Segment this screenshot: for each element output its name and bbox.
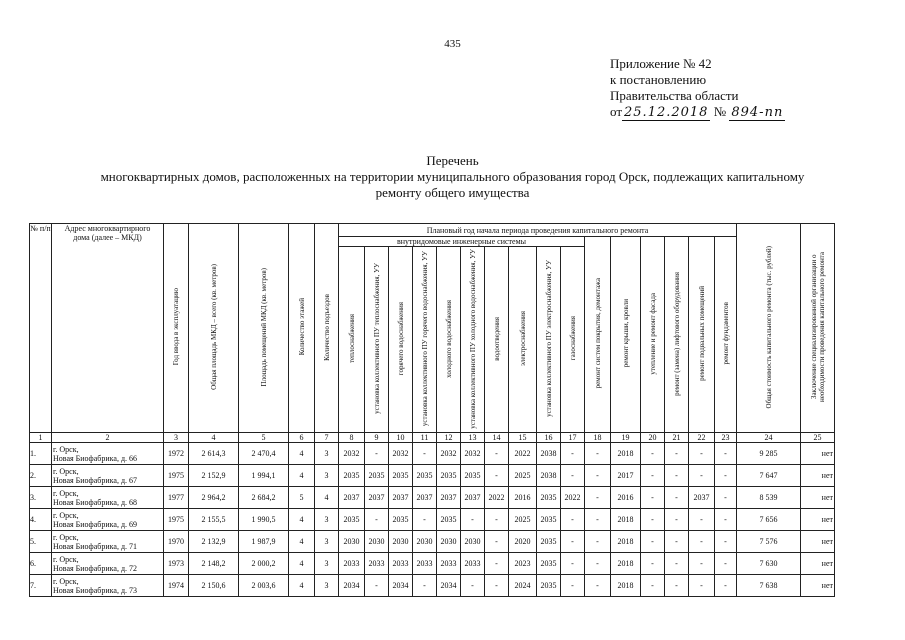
address-street: Новая Биофабрика, д. 66 xyxy=(53,453,138,463)
cell-c9: - xyxy=(365,443,389,465)
cell-c14: - xyxy=(485,553,509,575)
cell-c16: 2038 xyxy=(537,465,561,487)
header-foundation: ремонт фундаментов xyxy=(715,237,737,433)
cell-num: 2. xyxy=(30,465,52,487)
header-cost: Общая стоимость капитального ремонта (тыс. рублей) xyxy=(737,224,801,433)
cell-concl: нет xyxy=(801,575,835,597)
number-prefix: № xyxy=(713,104,727,119)
cell-floors: 4 xyxy=(289,575,315,597)
cell-num: 7. xyxy=(30,575,52,597)
cell-c23: - xyxy=(715,575,737,597)
cell-c9: 2033 xyxy=(365,553,389,575)
cell-year: 1977 xyxy=(164,487,189,509)
cell-concl: нет xyxy=(801,553,835,575)
document-heading xyxy=(0,153,905,201)
address-street: Новая Биофабрика, д. 72 xyxy=(53,563,138,573)
column-numbers-row xyxy=(30,433,835,443)
cell-floors: 4 xyxy=(289,465,315,487)
cell-entr: 4 xyxy=(315,487,339,509)
appendix-line-3: Правительства области xyxy=(610,88,739,103)
col-number: 10 xyxy=(389,433,413,443)
cell-year: 1970 xyxy=(164,531,189,553)
address-street: Новая Биофабрика, д. 69 xyxy=(53,519,138,529)
cell-cost: 7 630 xyxy=(737,553,801,575)
cell-entr: 3 xyxy=(315,443,339,465)
cell-c21: - xyxy=(665,575,689,597)
cell-c17: - xyxy=(561,531,585,553)
header-gas: газоснабжения xyxy=(561,247,585,433)
cell-c14: - xyxy=(485,509,509,531)
cell-num: 4. xyxy=(30,509,52,531)
cell-year: 1972 xyxy=(164,443,189,465)
cell-c10: 2035 xyxy=(389,465,413,487)
header-electric-meter: установка коллективного ПУ электроснабжения, УУ xyxy=(537,247,561,433)
cell-c18: - xyxy=(585,443,611,465)
header-floors: Количество этажей xyxy=(289,224,315,433)
cell-floors: 4 xyxy=(289,509,315,531)
header-subgroup-title: внутридомовые инженерные системы xyxy=(339,237,585,247)
cell-num: 1. xyxy=(30,443,52,465)
cell-address xyxy=(52,509,164,531)
cell-c20: - xyxy=(641,465,665,487)
cell-total: 2 150,6 xyxy=(189,575,239,597)
address-city: г. Орск, xyxy=(53,488,79,498)
cell-total: 2 152,9 xyxy=(189,465,239,487)
cell-c19: 2018 xyxy=(611,575,641,597)
cell-concl: нет xyxy=(801,443,835,465)
cell-c13: - xyxy=(461,509,485,531)
cell-c22: - xyxy=(689,443,715,465)
address-street: Новая Биофабрика, д. 73 xyxy=(53,585,138,595)
cell-c15: 2025 xyxy=(509,509,537,531)
cell-premises: 2 000,2 xyxy=(239,553,289,575)
cell-c23: - xyxy=(715,443,737,465)
header-drainage: водоотведения xyxy=(485,247,509,433)
cell-c18: - xyxy=(585,487,611,509)
cell-year: 1974 xyxy=(164,575,189,597)
cell-c14: 2022 xyxy=(485,487,509,509)
cell-c8: 2037 xyxy=(339,487,365,509)
col-number: 5 xyxy=(239,433,289,443)
page-number: 435 xyxy=(444,38,461,50)
cell-c16: 2035 xyxy=(537,531,561,553)
col-number: 25 xyxy=(801,433,835,443)
cell-c23: - xyxy=(715,465,737,487)
cell-address xyxy=(52,553,164,575)
table-row xyxy=(30,553,835,575)
cell-entr: 3 xyxy=(315,531,339,553)
col-number: 3 xyxy=(164,433,189,443)
header-cold-water-meter: установка коллективного ПУ холодного водоснабжения, УУ xyxy=(461,247,485,433)
header-total-area: Общая площадь МКД – всего (кв. метров) xyxy=(189,224,239,433)
cell-c17: - xyxy=(561,443,585,465)
cell-c16: 2035 xyxy=(537,553,561,575)
header-heat-meter: установка коллективного ПУ теплоснабжения, УУ xyxy=(365,247,389,433)
cell-address xyxy=(52,575,164,597)
cell-c11: 2037 xyxy=(413,487,437,509)
cell-c21: - xyxy=(665,487,689,509)
address-city: г. Орск, xyxy=(53,444,79,454)
cell-c15: 2020 xyxy=(509,531,537,553)
cell-total: 2 614,3 xyxy=(189,443,239,465)
table-body xyxy=(30,443,835,597)
cell-year: 1973 xyxy=(164,553,189,575)
cell-num: 3. xyxy=(30,487,52,509)
header-address: Адрес многоквартирного дома (далее – МКД) xyxy=(52,224,164,433)
table-row xyxy=(30,531,835,553)
cell-entr: 3 xyxy=(315,465,339,487)
col-number: 20 xyxy=(641,433,665,443)
cell-c16: 2035 xyxy=(537,487,561,509)
appendix-date-line xyxy=(610,104,785,121)
heading-line-3: ремонту общего имущества xyxy=(375,185,530,200)
cell-premises: 2 684,2 xyxy=(239,487,289,509)
cell-c14: - xyxy=(485,465,509,487)
cell-c9: 2030 xyxy=(365,531,389,553)
cell-c22: - xyxy=(689,531,715,553)
cell-premises: 1 994,1 xyxy=(239,465,289,487)
cell-address xyxy=(52,531,164,553)
cell-c20: - xyxy=(641,443,665,465)
cell-floors: 5 xyxy=(289,487,315,509)
cell-c11: 2035 xyxy=(413,465,437,487)
cell-c13: - xyxy=(461,575,485,597)
cell-c22: - xyxy=(689,575,715,597)
cell-c18: - xyxy=(585,575,611,597)
cell-c19: 2017 xyxy=(611,465,641,487)
cell-c12: 2030 xyxy=(437,531,461,553)
col-number: 6 xyxy=(289,433,315,443)
col-number: 23 xyxy=(715,433,737,443)
cell-c14: - xyxy=(485,531,509,553)
cell-c22: - xyxy=(689,553,715,575)
cell-total: 2 964,2 xyxy=(189,487,239,509)
cell-total: 2 132,9 xyxy=(189,531,239,553)
header-conclusion: Заключение специализированной организации о необходимости проведения капитального ремонта xyxy=(801,224,835,433)
cell-num: 6. xyxy=(30,553,52,575)
cell-c8: 2034 xyxy=(339,575,365,597)
cell-entr: 3 xyxy=(315,553,339,575)
cell-cost: 8 539 xyxy=(737,487,801,509)
cell-c22: - xyxy=(689,509,715,531)
cell-premises: 2 003,6 xyxy=(239,575,289,597)
cell-c15: 2022 xyxy=(509,443,537,465)
cell-num: 5. xyxy=(30,531,52,553)
cell-c14: - xyxy=(485,443,509,465)
table-row xyxy=(30,487,835,509)
header-lift: ремонт (замена) лифтового оборудования xyxy=(665,237,689,433)
header-roof: ремонт крыши, кровли xyxy=(611,237,641,433)
header-heat: теплоснабжения xyxy=(339,247,365,433)
header-num: № п/п xyxy=(30,224,52,433)
cell-c17: - xyxy=(561,553,585,575)
cell-c19: 2018 xyxy=(611,553,641,575)
header-facade: утепление и ремонт фасада xyxy=(641,237,665,433)
cell-c21: - xyxy=(665,509,689,531)
cell-c16: 2038 xyxy=(537,443,561,465)
address-street: Новая Биофабрика, д. 67 xyxy=(53,475,138,485)
header-group-title: Плановый год начала периода проведения капитального ремонта xyxy=(339,224,737,237)
col-number: 7 xyxy=(315,433,339,443)
cell-cost: 7 647 xyxy=(737,465,801,487)
address-city: г. Орск, xyxy=(53,466,79,476)
col-number: 15 xyxy=(509,433,537,443)
cell-c18: - xyxy=(585,465,611,487)
cell-c11: - xyxy=(413,575,437,597)
cell-floors: 4 xyxy=(289,553,315,575)
header-roof-system: ремонт систем покрытия, демонтажа xyxy=(585,237,611,433)
address-city: г. Орск, xyxy=(53,510,79,520)
cell-c10: 2034 xyxy=(389,575,413,597)
appendix-line-1: Приложение № 42 xyxy=(610,56,712,71)
cell-c9: - xyxy=(365,509,389,531)
cell-c17: - xyxy=(561,465,585,487)
cell-c11: 2030 xyxy=(413,531,437,553)
cell-concl: нет xyxy=(801,509,835,531)
cell-c21: - xyxy=(665,443,689,465)
cell-c13: 2030 xyxy=(461,531,485,553)
col-number: 12 xyxy=(437,433,461,443)
cell-c10: 2033 xyxy=(389,553,413,575)
address-city: г. Орск, xyxy=(53,576,79,586)
address-city: г. Орск, xyxy=(53,554,79,564)
cell-year: 1975 xyxy=(164,509,189,531)
cell-c18: - xyxy=(585,553,611,575)
cell-address xyxy=(52,443,164,465)
handwritten-number: 894-пп xyxy=(731,105,784,120)
cell-floors: 4 xyxy=(289,443,315,465)
cell-c19: 2016 xyxy=(611,487,641,509)
cell-c21: - xyxy=(665,465,689,487)
header-hot-water-meter: установка коллективного ПУ горячего водоснабжения, УУ xyxy=(413,247,437,433)
col-number: 22 xyxy=(689,433,715,443)
col-number: 14 xyxy=(485,433,509,443)
table-row xyxy=(30,575,835,597)
cell-c19: 2018 xyxy=(611,531,641,553)
cell-floors: 4 xyxy=(289,531,315,553)
header-electric: электроснабжения xyxy=(509,247,537,433)
cell-c16: 2035 xyxy=(537,575,561,597)
address-street: Новая Биофабрика, д. 71 xyxy=(53,541,138,551)
cell-c22: 2037 xyxy=(689,487,715,509)
cell-c12: 2035 xyxy=(437,465,461,487)
cell-c10: 2032 xyxy=(389,443,413,465)
cell-c19: 2018 xyxy=(611,443,641,465)
cell-c16: 2035 xyxy=(537,509,561,531)
cell-c12: 2034 xyxy=(437,575,461,597)
col-number: 18 xyxy=(585,433,611,443)
header-entrances: Количество подъездов xyxy=(315,224,339,433)
col-number: 11 xyxy=(413,433,437,443)
cell-c12: 2032 xyxy=(437,443,461,465)
address-city: г. Орск, xyxy=(53,532,79,542)
cell-c13: 2033 xyxy=(461,553,485,575)
cell-c17: - xyxy=(561,509,585,531)
col-number: 2 xyxy=(52,433,164,443)
col-number: 19 xyxy=(611,433,641,443)
cell-address xyxy=(52,487,164,509)
table-row xyxy=(30,465,835,487)
cell-c8: 2030 xyxy=(339,531,365,553)
cell-c15: 2016 xyxy=(509,487,537,509)
cell-c13: 2032 xyxy=(461,443,485,465)
header-basement: ремонт подвальных помещений xyxy=(689,237,715,433)
appendix-block xyxy=(610,56,785,121)
cell-c11: - xyxy=(413,443,437,465)
cell-c10: 2037 xyxy=(389,487,413,509)
cell-cost: 7 576 xyxy=(737,531,801,553)
cell-concl: нет xyxy=(801,465,835,487)
col-number: 17 xyxy=(561,433,585,443)
cell-c20: - xyxy=(641,553,665,575)
date-prefix: от xyxy=(610,104,623,119)
cell-c11: - xyxy=(413,509,437,531)
handwritten-date: 25.12.2018 xyxy=(624,105,709,120)
col-number: 21 xyxy=(665,433,689,443)
cell-c22: - xyxy=(689,465,715,487)
header-hot-water: горячего водоснабжения xyxy=(389,247,413,433)
cell-c15: 2023 xyxy=(509,553,537,575)
table-row xyxy=(30,509,835,531)
cell-c12: 2035 xyxy=(437,509,461,531)
cell-c9: - xyxy=(365,575,389,597)
cell-c17: 2022 xyxy=(561,487,585,509)
col-number: 9 xyxy=(365,433,389,443)
heading-line-2: многоквартирных домов, расположенных на территории муниципального образования город Орск, подлежащих капитальному xyxy=(100,169,805,184)
cell-c21: - xyxy=(665,553,689,575)
cell-address xyxy=(52,465,164,487)
cell-entr: 3 xyxy=(315,575,339,597)
col-number: 4 xyxy=(189,433,239,443)
cell-cost: 7 638 xyxy=(737,575,801,597)
col-number: 16 xyxy=(537,433,561,443)
header-year: Год ввода в эксплуатацию xyxy=(164,224,189,433)
cell-c15: 2025 xyxy=(509,465,537,487)
cell-c13: 2035 xyxy=(461,465,485,487)
cell-c20: - xyxy=(641,487,665,509)
cell-c8: 2033 xyxy=(339,553,365,575)
cell-premises: 1 990,5 xyxy=(239,509,289,531)
cell-c23: - xyxy=(715,487,737,509)
col-number: 24 xyxy=(737,433,801,443)
cell-c19: 2018 xyxy=(611,509,641,531)
cell-cost: 7 656 xyxy=(737,509,801,531)
appendix-line-2: к постановлению xyxy=(610,72,707,87)
cell-c13: 2037 xyxy=(461,487,485,509)
cell-c20: - xyxy=(641,509,665,531)
header-cold-water: холодного водоснабжения xyxy=(437,247,461,433)
cell-year: 1975 xyxy=(164,465,189,487)
cell-c18: - xyxy=(585,531,611,553)
cell-premises: 1 987,9 xyxy=(239,531,289,553)
cell-total: 2 148,2 xyxy=(189,553,239,575)
cell-c12: 2037 xyxy=(437,487,461,509)
cell-c10: 2035 xyxy=(389,509,413,531)
cell-c23: - xyxy=(715,553,737,575)
cell-c18: - xyxy=(585,509,611,531)
cell-c20: - xyxy=(641,531,665,553)
cell-c10: 2030 xyxy=(389,531,413,553)
cell-c23: - xyxy=(715,509,737,531)
cell-c11: 2033 xyxy=(413,553,437,575)
cell-c14: - xyxy=(485,575,509,597)
cell-c8: 2035 xyxy=(339,465,365,487)
houses-table xyxy=(29,223,835,597)
cell-cost: 9 285 xyxy=(737,443,801,465)
address-street: Новая Биофабрика, д. 68 xyxy=(53,497,138,507)
cell-total: 2 155,5 xyxy=(189,509,239,531)
header-premises-area: Площадь помещений МКД (кв. метров) xyxy=(239,224,289,433)
cell-c12: 2033 xyxy=(437,553,461,575)
cell-concl: нет xyxy=(801,531,835,553)
cell-c15: 2024 xyxy=(509,575,537,597)
col-number: 8 xyxy=(339,433,365,443)
table-row xyxy=(30,443,835,465)
cell-entr: 3 xyxy=(315,509,339,531)
cell-c20: - xyxy=(641,575,665,597)
cell-c8: 2035 xyxy=(339,509,365,531)
cell-c8: 2032 xyxy=(339,443,365,465)
col-number: 13 xyxy=(461,433,485,443)
cell-c9: 2037 xyxy=(365,487,389,509)
cell-premises: 2 470,4 xyxy=(239,443,289,465)
cell-c21: - xyxy=(665,531,689,553)
col-number: 1 xyxy=(30,433,52,443)
cell-concl: нет xyxy=(801,487,835,509)
heading-line-1: Перечень xyxy=(426,153,479,168)
cell-c23: - xyxy=(715,531,737,553)
cell-c17: - xyxy=(561,575,585,597)
cell-c9: 2035 xyxy=(365,465,389,487)
